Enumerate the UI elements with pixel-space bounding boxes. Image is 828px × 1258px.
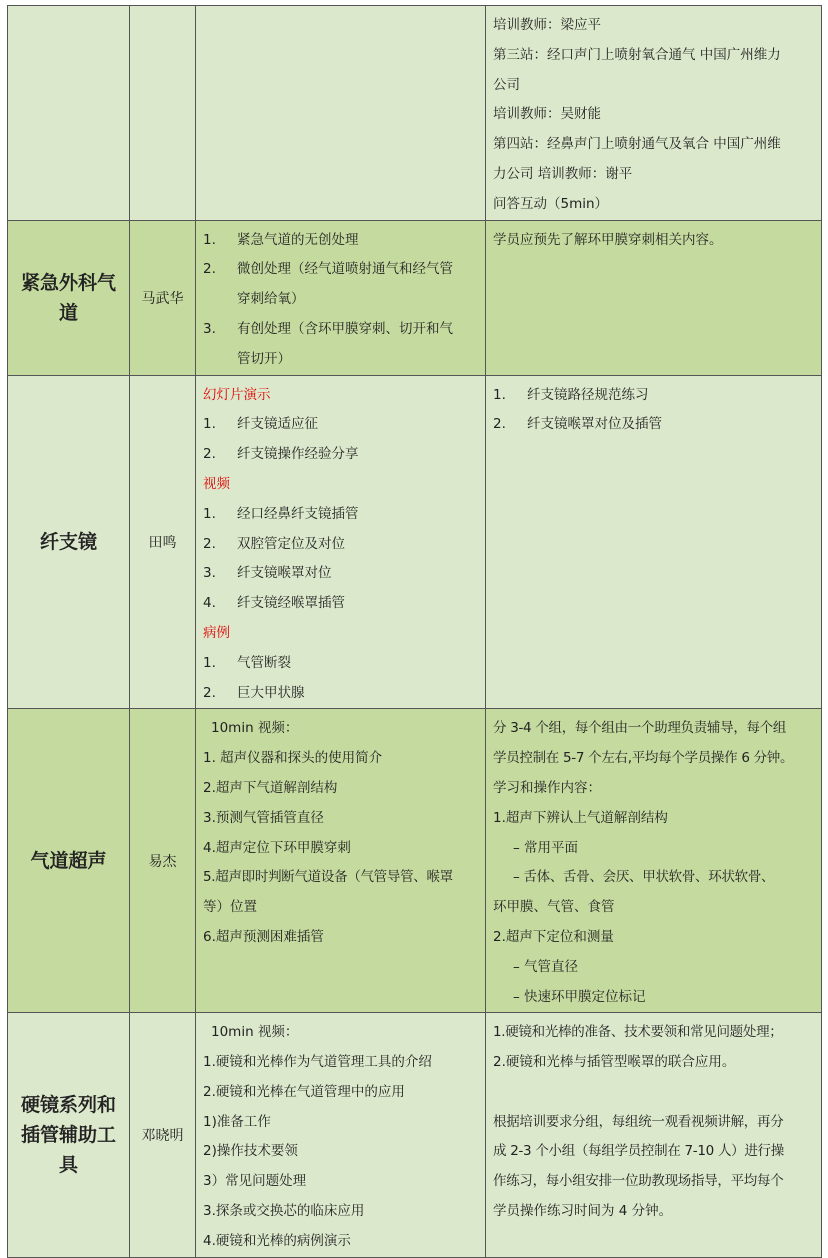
- teacher-cell: 马武华: [130, 220, 196, 375]
- practice-cell: [486, 709, 822, 1013]
- practice-line: 1.超声下辨认上气道解剖结构: [493, 809, 668, 826]
- content-cell: [196, 375, 486, 709]
- practice-line: 问答互动（5min）: [493, 195, 609, 212]
- teacher-cell: 邓晓明: [130, 1013, 196, 1257]
- content-line: 穿刺给氧）: [237, 291, 305, 308]
- content-line: 4.硬镜和光棒的病例演示: [203, 1232, 351, 1249]
- practice-line: 环甲膜、气管、食管: [493, 899, 615, 916]
- topic-cell: 纤支镜: [8, 375, 130, 709]
- practice-line: [493, 1078, 817, 1108]
- content-line: 1. 纤支镜适应征: [203, 416, 318, 433]
- content-line: 10min 视频：: [211, 1024, 299, 1041]
- content-cell: [196, 1013, 486, 1257]
- table-row: [8, 220, 822, 375]
- practice-line: 1. 纤支镜路径规范练习: [493, 386, 649, 403]
- practice-cell: [486, 375, 822, 709]
- content-line: 2.硬镜和光棒在气道管理中的应用: [203, 1083, 405, 1100]
- content-line: 1)准备工作: [203, 1113, 271, 1130]
- practice-line: 作练习，每小组安排一位助教现场指导，平均每个: [493, 1173, 784, 1190]
- practice-line: 第四站：经鼻声门上喷射通气及氧合 中国广州维: [493, 136, 781, 153]
- practice-line: 2. 纤支镜喉罩对位及插管: [493, 416, 662, 433]
- table-row: [8, 709, 822, 1013]
- content-line: 10min 视频：: [211, 720, 299, 737]
- practice-line: 根据培训要求分组，每组统一观看视频讲解，再分: [493, 1113, 784, 1130]
- practice-line: 学员控制在 5-7 个左右,平均每个学员操作 6 分钟。: [493, 750, 794, 767]
- teacher-cell: 易杰: [130, 709, 196, 1013]
- content-line: 1.硬镜和光棒作为气道管理工具的介绍: [203, 1054, 432, 1071]
- practice-cell: [486, 1013, 822, 1257]
- content-line: 4. 纤支镜经喉罩插管: [203, 595, 345, 612]
- schedule-table: [7, 5, 822, 1258]
- practice-line: 2.硬镜和光棒与插管型喉罩的联合应用。: [493, 1054, 736, 1071]
- content-line: 2. 微创处理（经气道喷射通气和经气管: [203, 261, 453, 278]
- topic-cell: 硬镜系列和插管辅助工具: [8, 1013, 130, 1257]
- practice-line: 第三站：经口声门上喷射氧合通气 中国广州维力: [493, 46, 781, 63]
- table-row: [8, 6, 822, 221]
- content-line: 5.超声即时判断气道设备（气管导管、喉罩: [203, 869, 453, 886]
- content-line: 6.超声预测困难插管: [203, 928, 324, 945]
- section-heading: 病例: [203, 624, 230, 641]
- practice-line: 2.超声下定位和测量: [493, 928, 614, 945]
- content-line: 等）位置: [203, 899, 257, 916]
- teacher-cell: 田鸣: [130, 375, 196, 709]
- content-line: 2. 巨大甲状腺: [203, 684, 305, 701]
- content-line: 3. 有创处理（含环甲膜穿刺、切开和气: [203, 320, 453, 337]
- table-row: [8, 1013, 822, 1257]
- practice-line: – 舌体、舌骨、会厌、甲状软骨、环状软骨、: [513, 869, 775, 886]
- content-line: 3）常见问题处理: [203, 1173, 307, 1190]
- table-row: [8, 375, 822, 709]
- content-line: 1. 紧急气道的无创处理: [203, 231, 359, 248]
- practice-line: 培训教师：梁应平: [493, 17, 601, 33]
- practice-line: 学习和操作内容：: [493, 779, 601, 796]
- practice-cell: [486, 220, 822, 375]
- section-heading: 幻灯片演示: [203, 386, 271, 403]
- content-line: 2. 双腔管定位及对位: [203, 535, 345, 552]
- section-heading: 视频: [203, 475, 230, 492]
- content-cell: [196, 6, 486, 221]
- practice-line: 公司: [493, 76, 520, 93]
- practice-line: – 快速环甲膜定位标记: [513, 988, 646, 1005]
- practice-line: 1.硬镜和光棒的准备、技术要领和常见问题处理；: [493, 1024, 783, 1041]
- topic-cell: [8, 6, 130, 221]
- content-line: 1. 超声仪器和探头的使用简介: [203, 750, 383, 767]
- practice-line: 成 2-3 个小组（每组学员控制在 7-10 人）进行操: [493, 1143, 784, 1160]
- practice-line: 学员应预先了解环甲膜穿刺相关内容。: [493, 231, 723, 248]
- practice-line: 学员操作练习时间为 4 分钟。: [493, 1203, 673, 1220]
- practice-line: 分 3-4 个组，每个组由一个助理负责辅导，每个组: [493, 720, 787, 737]
- practice-line: 力公司 培训教师：谢平: [493, 165, 633, 182]
- teacher-cell: [130, 6, 196, 221]
- content-line: 3.探条或交换芯的临床应用: [203, 1203, 365, 1220]
- content-cell: [196, 709, 486, 1013]
- content-line: 1. 经口经鼻纤支镜插管: [203, 505, 359, 522]
- content-cell: [196, 220, 486, 375]
- topic-cell: 紧急外科气道: [8, 220, 130, 375]
- content-line: 2.超声下气道解剖结构: [203, 779, 338, 796]
- content-line: 4.超声定位下环甲膜穿刺: [203, 839, 351, 856]
- content-line: 2)操作技术要领: [203, 1143, 298, 1160]
- practice-line: – 常用平面: [513, 839, 579, 856]
- content-line: 1. 气管断裂: [203, 654, 291, 671]
- content-line: 3. 纤支镜喉罩对位: [203, 565, 332, 582]
- practice-line: – 气管直径: [513, 958, 579, 975]
- topic-cell: 气道超声: [8, 709, 130, 1013]
- content-line: 2. 纤支镜操作经验分享: [203, 446, 359, 463]
- practice-cell: [486, 6, 822, 221]
- practice-line: 培训教师：吴财能: [493, 106, 601, 123]
- content-line: 3.预测气管插管直径: [203, 809, 324, 826]
- content-line: 管切开）: [237, 350, 291, 367]
